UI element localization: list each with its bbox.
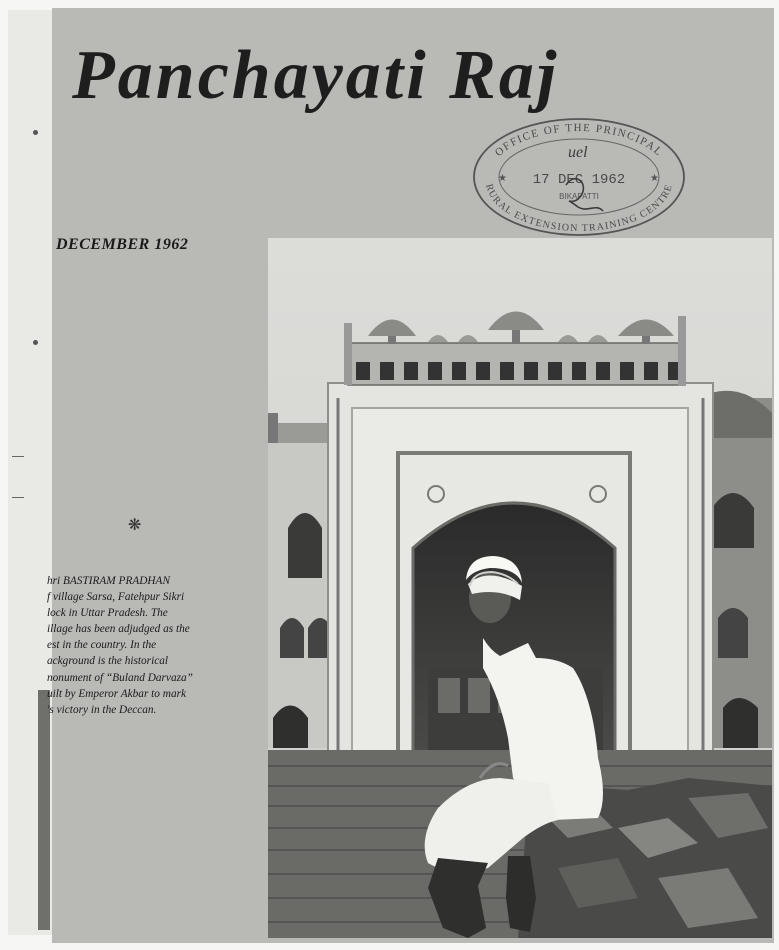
caption-line: nonument of “Buland Darvaza” (47, 671, 193, 684)
margin-mark (12, 456, 24, 457)
binding-hole (33, 340, 38, 345)
caption-line: illage has been adjudged as the (47, 623, 190, 636)
svg-text:★: ★ (650, 173, 659, 184)
stamp-place: BIKAPATTI (559, 192, 599, 201)
ornament-icon: ❋ (128, 515, 142, 534)
photo-caption (47, 573, 217, 718)
caption-line: uilt by Emperor Akbar to mark (47, 687, 186, 700)
binding-edge (38, 690, 50, 930)
svg-text:★: ★ (498, 173, 507, 184)
caption-line: est in the country. In the (47, 639, 157, 652)
caption-line: ackground is the historical (47, 655, 169, 668)
rooftop-chhatris (344, 312, 686, 387)
binding-hole (33, 130, 38, 135)
buland-darwaza-photo (268, 238, 772, 938)
issue-date: DECEMBER 1962 (56, 236, 189, 253)
caption-line: 's victory in the Deccan. (47, 703, 157, 716)
caption-line: f village Sarsa, Fatehpur Sikri (47, 591, 185, 604)
caption-line: lock in Uttar Pradesh. The (47, 607, 168, 620)
office-stamp (468, 115, 690, 240)
stamp-date: 17 DEC 1962 (532, 172, 626, 188)
stamp-initials: uel (568, 144, 588, 161)
caption-line: hri BASTIRAM PRADHAN (47, 575, 170, 587)
magazine-title: Panchayati Raj (72, 37, 560, 114)
cover-photo (268, 238, 772, 938)
stamp-bottom-text: RURAL EXTENSION TRAINING CENTRE (483, 182, 675, 235)
margin-mark (12, 497, 24, 498)
stamp-top-text: OFFICE OF THE PRINCIPAL (492, 121, 666, 160)
